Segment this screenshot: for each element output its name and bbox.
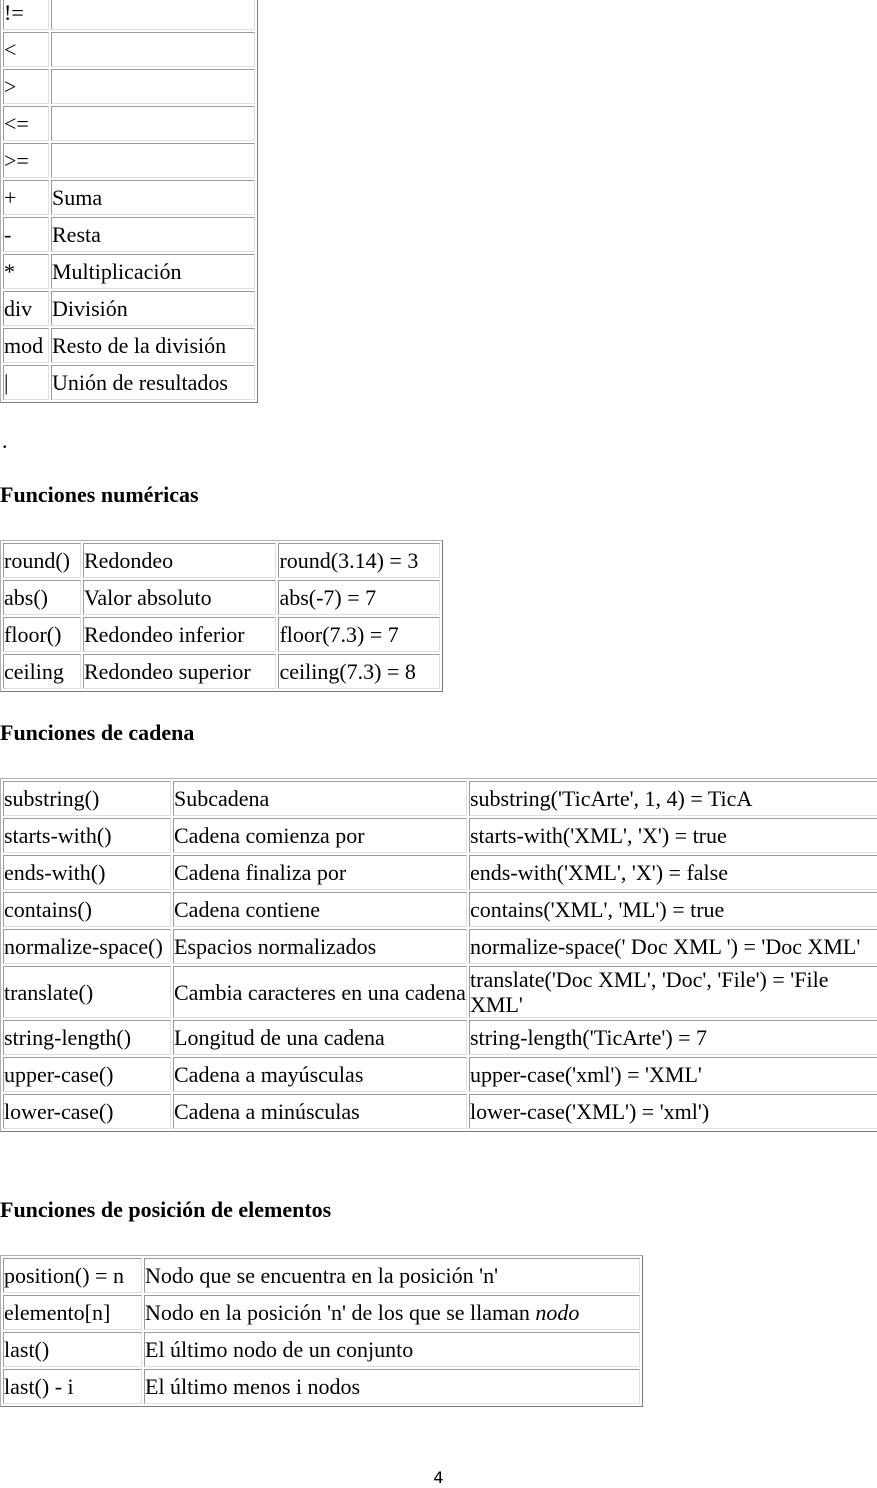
function-cell: lower-case()	[3, 1094, 171, 1129]
description-cell: Nodo que se encuentra en la posición 'n'	[144, 1258, 640, 1293]
function-cell: substring()	[3, 781, 171, 816]
operator-desc-cell: División	[51, 291, 255, 326]
table-row	[3, 365, 255, 400]
function-cell: position() = n	[3, 1258, 142, 1293]
example-cell: ends-with('XML', 'X') = false	[469, 855, 877, 890]
description-cell	[144, 1295, 640, 1330]
description-emphasis: nodo	[535, 1300, 580, 1325]
operator-desc-cell	[51, 106, 255, 141]
function-cell: floor()	[3, 617, 81, 652]
example-cell: string-length('TicArte') = 7	[469, 1020, 877, 1055]
example-cell: abs(-7) = 7	[278, 580, 440, 615]
numeric-functions-table	[0, 540, 443, 692]
function-cell: translate()	[3, 966, 171, 1018]
table-row	[3, 580, 440, 615]
table-row	[3, 818, 877, 853]
operator-cell: *	[3, 254, 49, 289]
operator-cell: >=	[3, 143, 49, 178]
example-cell: substring('TicArte', 1, 4) = TicA	[469, 781, 877, 816]
operator-desc-cell: Resta	[51, 217, 255, 252]
table-row	[3, 543, 440, 578]
operator-desc-cell	[51, 0, 255, 30]
table-row	[3, 143, 255, 178]
numeric-functions-heading: Funciones numéricas	[0, 482, 199, 507]
description-cell: Redondeo	[83, 543, 277, 578]
table-row	[3, 1057, 877, 1092]
description-cell: Cadena contiene	[173, 892, 467, 927]
description-cell: El último nodo de un conjunto	[144, 1332, 640, 1367]
example-cell: round(3.14) = 3	[278, 543, 440, 578]
function-cell: round()	[3, 543, 81, 578]
example-cell: translate('Doc XML', 'Doc', 'File') = 'File XML'	[469, 966, 877, 1018]
description-cell: Subcadena	[173, 781, 467, 816]
table-row	[3, 328, 255, 363]
description-cell: El último menos i nodos	[144, 1369, 640, 1404]
function-cell: ceiling	[3, 654, 81, 689]
function-cell: elemento[n]	[3, 1295, 142, 1330]
description-cell: Cambia caracteres en una cadena	[173, 966, 467, 1018]
operator-cell: >	[3, 69, 49, 104]
operator-cell: +	[3, 180, 49, 215]
position-functions-heading: Funciones de posición de elementos	[0, 1197, 332, 1222]
table-row	[3, 69, 255, 104]
operator-cell: <	[3, 32, 49, 67]
description-cell: Cadena comienza por	[173, 818, 467, 853]
function-cell: starts-with()	[3, 818, 171, 853]
operator-cell: |	[3, 365, 49, 400]
function-cell: abs()	[3, 580, 81, 615]
page-number: 4	[433, 1468, 444, 1487]
operator-desc-cell: Multiplicación	[51, 254, 255, 289]
function-cell: upper-case()	[3, 1057, 171, 1092]
function-cell: normalize-space()	[3, 929, 171, 964]
table-row	[3, 291, 255, 326]
table-row	[3, 1369, 640, 1404]
description-cell: Redondeo inferior	[83, 617, 277, 652]
table-row	[3, 929, 877, 964]
function-cell: contains()	[3, 892, 171, 927]
operator-cell: mod	[3, 328, 49, 363]
operators-table	[0, 0, 258, 403]
operator-cell: -	[3, 217, 49, 252]
table-row	[3, 1258, 640, 1293]
table-row	[3, 0, 255, 30]
table-row	[3, 966, 877, 1018]
example-cell: upper-case('xml') = 'XML'	[469, 1057, 877, 1092]
operator-cell: !=	[3, 0, 49, 30]
description-cell: Espacios normalizados	[173, 929, 467, 964]
example-cell: ceiling(7.3) = 8	[278, 654, 440, 689]
function-cell: ends-with()	[3, 855, 171, 890]
table-row	[3, 1020, 877, 1055]
function-cell: last() - i	[3, 1369, 142, 1404]
operator-desc-cell: Suma	[51, 180, 255, 215]
position-functions-table	[0, 1255, 643, 1407]
table-row	[3, 1332, 640, 1367]
table-row	[3, 617, 440, 652]
table-row	[3, 254, 255, 289]
description-cell: Cadena a mayúsculas	[173, 1057, 467, 1092]
table-row	[3, 32, 255, 67]
example-cell: starts-with('XML', 'X') = true	[469, 818, 877, 853]
example-cell: floor(7.3) = 7	[278, 617, 440, 652]
table-row	[3, 106, 255, 141]
description-cell: Cadena finaliza por	[173, 855, 467, 890]
function-cell: string-length()	[3, 1020, 171, 1055]
operator-desc-cell	[51, 143, 255, 178]
table-row	[3, 217, 255, 252]
example-cell: normalize-space(' Doc XML ') = 'Doc XML'	[469, 929, 877, 964]
description-cell: Redondeo superior	[83, 654, 277, 689]
operator-cell: div	[3, 291, 49, 326]
description-cell: Valor absoluto	[83, 580, 277, 615]
operator-desc-cell	[51, 32, 255, 67]
string-functions-heading: Funciones de cadena	[0, 720, 195, 745]
separator-dot: .	[2, 428, 8, 453]
operator-desc-cell	[51, 69, 255, 104]
description-text: Nodo en la posición 'n' de los que se llaman	[145, 1300, 536, 1325]
table-row	[3, 1295, 640, 1330]
table-row	[3, 855, 877, 890]
example-cell: lower-case('XML') = 'xml')	[469, 1094, 877, 1129]
operator-cell: <=	[3, 106, 49, 141]
table-row	[3, 654, 440, 689]
table-row	[3, 781, 877, 816]
example-cell: contains('XML', 'ML') = true	[469, 892, 877, 927]
description-cell: Longitud de una cadena	[173, 1020, 467, 1055]
string-functions-table	[0, 778, 877, 1132]
table-row	[3, 1094, 877, 1129]
table-row	[3, 180, 255, 215]
table-row	[3, 892, 877, 927]
operator-desc-cell: Resto de la división	[51, 328, 255, 363]
operator-desc-cell: Unión de resultados	[51, 365, 255, 400]
function-cell: last()	[3, 1332, 142, 1367]
description-cell: Cadena a minúsculas	[173, 1094, 467, 1129]
